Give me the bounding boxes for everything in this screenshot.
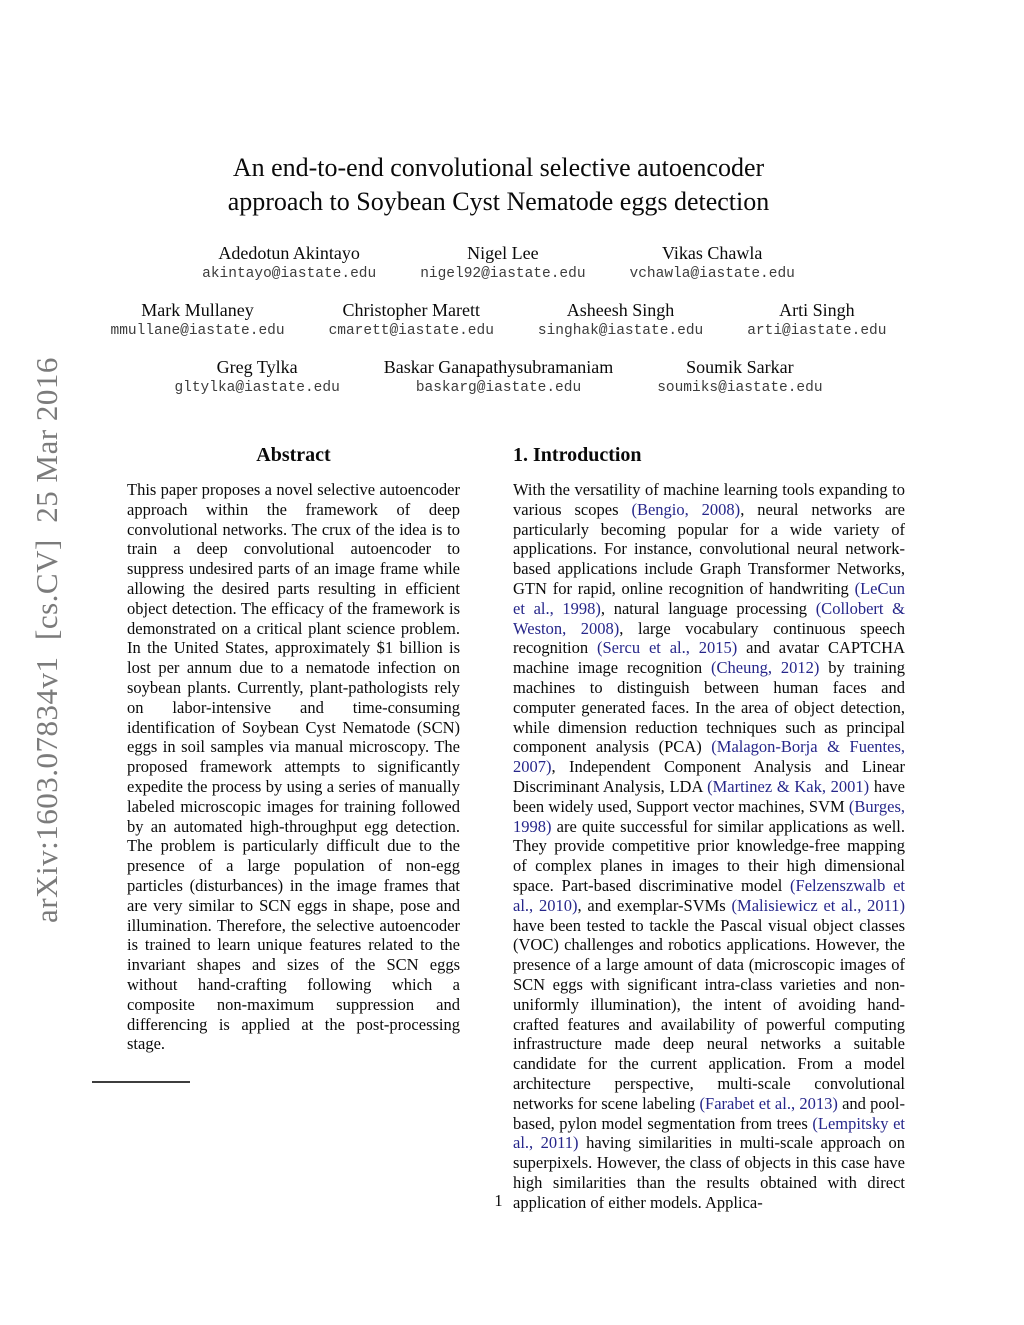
introduction-heading: 1. Introduction — [513, 444, 642, 466]
author-name: Soumik Sarkar — [686, 357, 794, 377]
page-number: 1 — [494, 1191, 503, 1210]
author-name: Greg Tylka — [216, 357, 298, 377]
author-row — [92, 242, 905, 284]
author — [202, 242, 376, 284]
author-name: Vikas Chawla — [661, 243, 763, 263]
author-block — [92, 242, 905, 413]
author-email: akintayo@iastate.edu — [202, 266, 377, 282]
paper-title-line-2: approach to Soybean Cyst Nematode eggs detection — [227, 187, 770, 216]
paper-content — [92, 0, 905, 1325]
paper-title-line-1: An end-to-end convolutional selective autoencoder — [232, 153, 765, 182]
text-segment: and avatar CAPTCHA machine image recognition — [513, 638, 905, 678]
two-column-body — [92, 443, 905, 1212]
text-segment: , large vocabulary continuous speech recognition — [513, 618, 905, 658]
citation-link[interactable]: (Martinez & Kak, 2001) — [707, 776, 870, 796]
citation-link[interactable]: (Burges, 1998) — [513, 796, 905, 836]
left-column — [92, 443, 460, 1212]
text-segment: , natural language processing — [600, 598, 816, 618]
text-segment: and pool-based, pylon model segmentation from trees — [513, 1093, 906, 1133]
author-name: Christopher Marett — [342, 300, 480, 320]
citation-link[interactable]: (Sercu et al., 2015) — [597, 638, 738, 658]
text-segment: , neural networks are particularly becoming popular for a wide variety of applications. For instance, convolutional neural network-based applications include Graph Transformer Networks, GTN for rapid, online recognition of handwriting — [513, 499, 905, 598]
text-segment: by training machines to distinguish between human faces and computer generated faces. In the area of object detection, while dimension reduction techniques such as principal component analysis (PCA) — [513, 658, 905, 757]
author — [111, 299, 285, 341]
citation-link[interactable]: (Collobert & Weston, 2008) — [513, 598, 906, 638]
citation-link[interactable]: (Malisiewicz et al., 2011) — [731, 895, 905, 915]
author-name: Asheesh Singh — [566, 300, 675, 320]
abstract-heading: Abstract — [256, 444, 331, 466]
author-row — [92, 356, 905, 398]
author-email: soumiks@iastate.edu — [657, 380, 823, 396]
right-column — [513, 443, 905, 1212]
author — [174, 356, 339, 398]
text-segment: With the versatility of machine learning tools expanding to various scopes — [513, 480, 905, 519]
author-name: Arti Singh — [779, 300, 855, 320]
text-segment: have been widely used, Support vector machines, SVM — [513, 776, 905, 816]
author — [657, 356, 822, 398]
author-name: Adedotun Akintayo — [218, 243, 360, 263]
author-name: Nigel Lee — [467, 243, 539, 263]
author-row — [92, 299, 905, 341]
author-email: vchawla@iastate.edu — [629, 266, 795, 282]
text-segment: , and exemplar-SVMs — [577, 895, 732, 915]
abstract-text: This paper proposes a novel selective autoencoder approach within the framework of deep convolutional networks. The crux of the idea is to train a deep convolutional autoencoder to suppress undesired parts of an image frame while allowing the desired parts resulting in efficient object detection. The efficacy of the framework is demonstrated on a critical plant science problem. In the United States, approximately $1 billion is lost per annum due to a nematode infection on soybean plants. Currently, plant-pathologists rely on labor-intensive and time-consuming identification of Soybean Cyst Nematode (SCN) eggs in soil samples via manual microscopy. The proposed framework attempts to significantly expedite the process by using a series of manually labeled microscopic images for training followed by an automated high-throughput egg detection. The problem is particularly difficult due to the presence of a large population of non-egg particles (disturbances) in the image frames that are very similar to SCN eggs in shape, pose and illumination. Therefore, the selective autoencoder is trained to learn unique features related to the invariant shapes and sizes of the SCN eggs without hand-crafting following which a composite non-maximum suppression and differencing is applied at the post-processing stage. — [127, 480, 460, 1054]
text-segment: are quite successful for similar applications as well. They provide competitive prior knowledge-free mapping of complex planes in images to their high dimensional space. Part-based discriminative model — [513, 816, 905, 895]
citation-link[interactable]: (Bengio, 2008) — [631, 499, 741, 519]
author — [747, 299, 886, 341]
author — [329, 299, 494, 341]
citation-link[interactable]: (Felzenszwalb et al., 2010) — [513, 875, 905, 915]
author — [538, 299, 703, 341]
arxiv-watermark: arXiv:1603.07834v1 [cs.CV] 25 Mar 2016 — [29, 357, 64, 923]
introduction-text — [513, 480, 905, 1212]
author-email: cmarett@iastate.edu — [328, 323, 494, 339]
citation-link[interactable]: (Farabet et al., 2013) — [699, 1093, 838, 1113]
author — [384, 356, 613, 398]
text-segment: having similarities in multi-scale approach on superpixels. However, the class of objects in this case have high similarities than the results obtained with direct application of either models. Applica- — [513, 1133, 905, 1212]
footnote-rule — [92, 1081, 190, 1083]
citation-link[interactable]: (Malagon-Borja & Fuentes, 2007) — [513, 737, 906, 777]
abstract-section — [127, 443, 460, 1054]
author-name: Baskar Ganapathysubramaniam — [383, 357, 614, 377]
author-email: nigel92@iastate.edu — [420, 266, 586, 282]
author — [420, 242, 585, 284]
text-segment: , Independent Component Analysis and Linear Discriminant Analysis, LDA — [513, 757, 905, 796]
citation-link[interactable]: (Cheung, 2012) — [711, 658, 820, 678]
text-segment: have been tested to tackle the Pascal visual object classes (VOC) challenges and robotics applications. However, the presence of a large amount of data (microscopic images of SCN eggs with significant intra-class varieties and non-uniformly illumination), the intent of avoiding hand-crafted features and availability of powerful computing infrastructure made deep neural networks a suitable candidate for the current application. From a model architecture perspective, multi-scale convolutional networks for scene labeling — [513, 915, 905, 1113]
author-email: singhak@iastate.edu — [537, 323, 704, 339]
author — [630, 242, 795, 284]
author-email: mmullane@iastate.edu — [110, 323, 285, 339]
author-email: gltylka@iastate.edu — [174, 380, 340, 396]
author-email: baskarg@iastate.edu — [415, 380, 582, 396]
citation-link[interactable]: (LeCun et al., 1998) — [513, 578, 905, 618]
citation-link[interactable]: (Lempitsky et al., 2011) — [513, 1113, 905, 1153]
paper-title — [92, 151, 905, 219]
author-email: arti@iastate.edu — [747, 323, 887, 339]
author-name: Mark Mullaney — [141, 300, 254, 320]
